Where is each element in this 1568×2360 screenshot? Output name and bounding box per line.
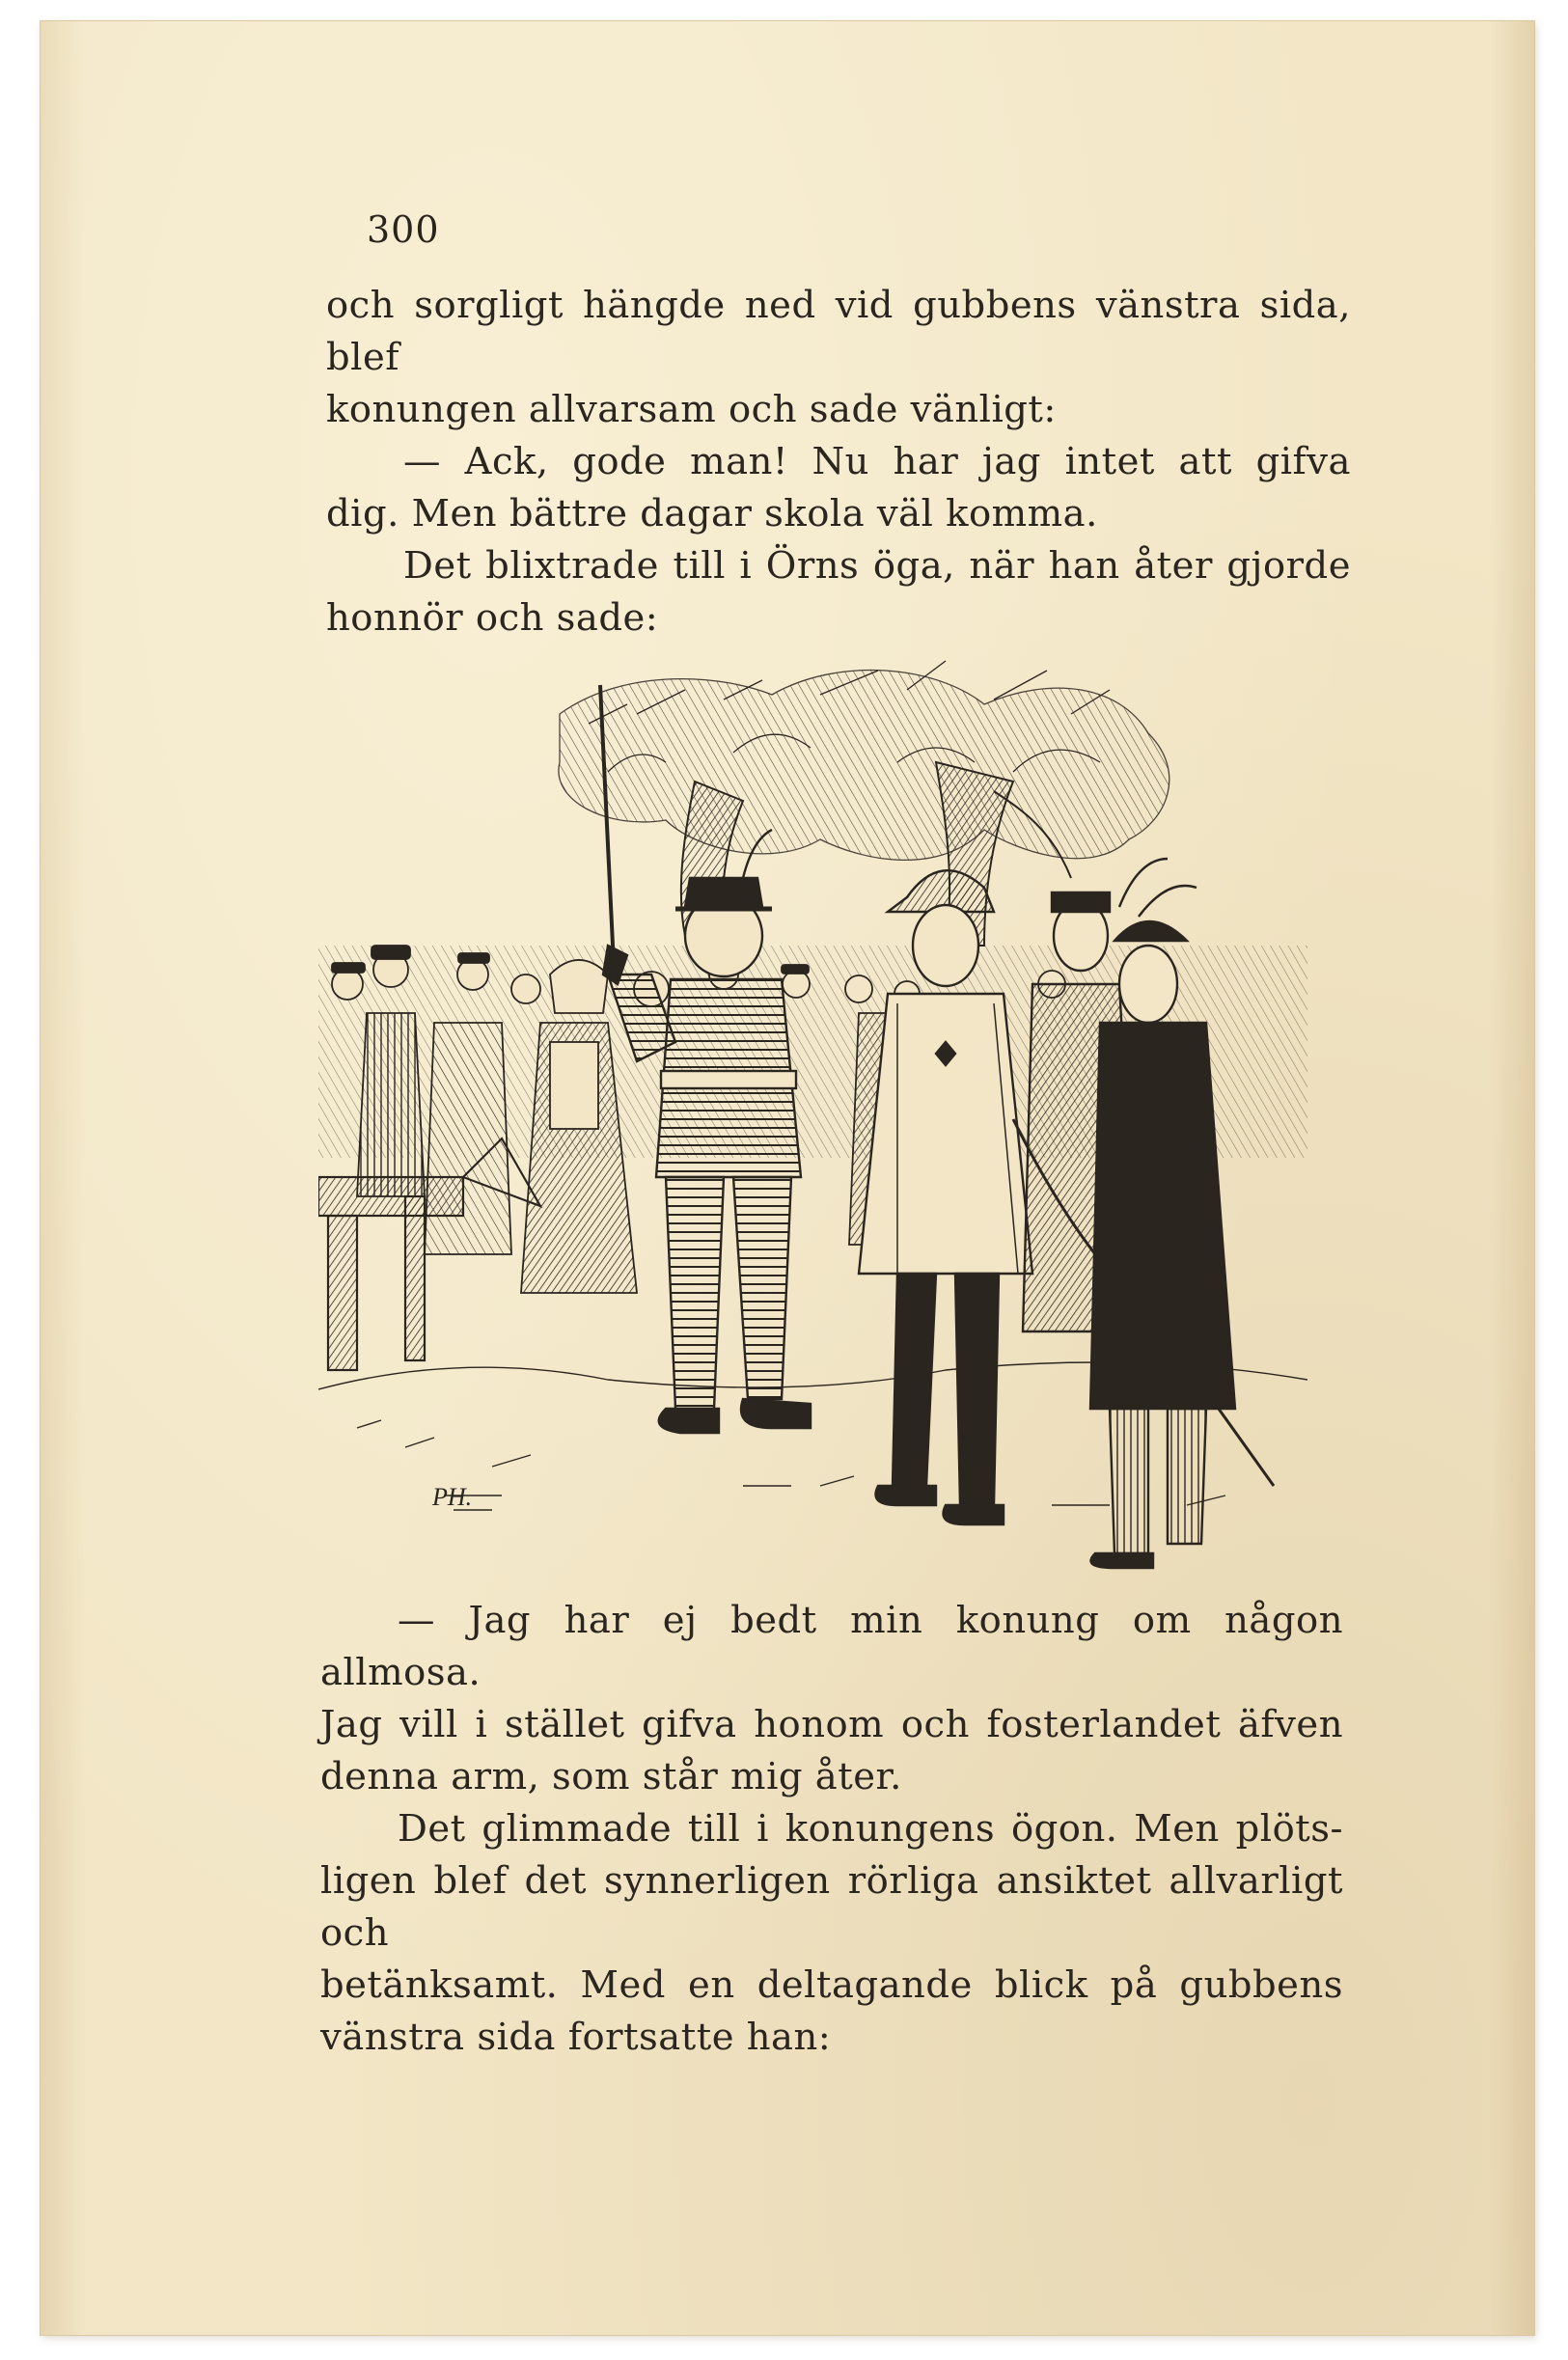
- text-line: denna arm, som står mig åter.: [320, 1755, 902, 1798]
- text-line: och sorgligt hängde ned vid gubbens vänstra sida, blef: [326, 284, 1351, 379]
- text-line: betänksamt. Med en deltagande blick på gubbens: [320, 1963, 1343, 2007]
- tree-canopy: [559, 661, 1169, 860]
- top-paragraphs: [326, 280, 1351, 645]
- illustrator-signature: PH.: [432, 1483, 473, 1511]
- text-line: konungen allvarsam och sade vänligt:: [326, 388, 1057, 431]
- text-line: honnör och sade:: [326, 596, 659, 640]
- page-number: 300: [367, 208, 440, 251]
- text-line: — Ack, gode man! Nu har jag intet att gifva: [403, 440, 1351, 483]
- illustration-svg: [318, 656, 1307, 1582]
- text-line: dig. Men bättre dagar skola väl komma.: [326, 492, 1098, 535]
- text-line: Jag vill i stället gifva honom och fosterlandet äfven: [320, 1703, 1343, 1746]
- text-line: Det blixtrade till i Örns öga, när han åter gjorde: [403, 544, 1351, 588]
- bottom-paragraphs: [320, 1595, 1343, 2064]
- text-line: vänstra sida fortsatte han:: [320, 2016, 832, 2059]
- engraving-illustration: [318, 656, 1307, 1582]
- text-line: — Jag har ej bedt min konung om någon allmosa.: [320, 1599, 1343, 1694]
- text-line: ligen blef det synnerligen rörliga ansiktet allvarligt och: [320, 1859, 1343, 1955]
- text-line: Det glimmade till i konungens ögon. Men plöts-: [398, 1807, 1343, 1851]
